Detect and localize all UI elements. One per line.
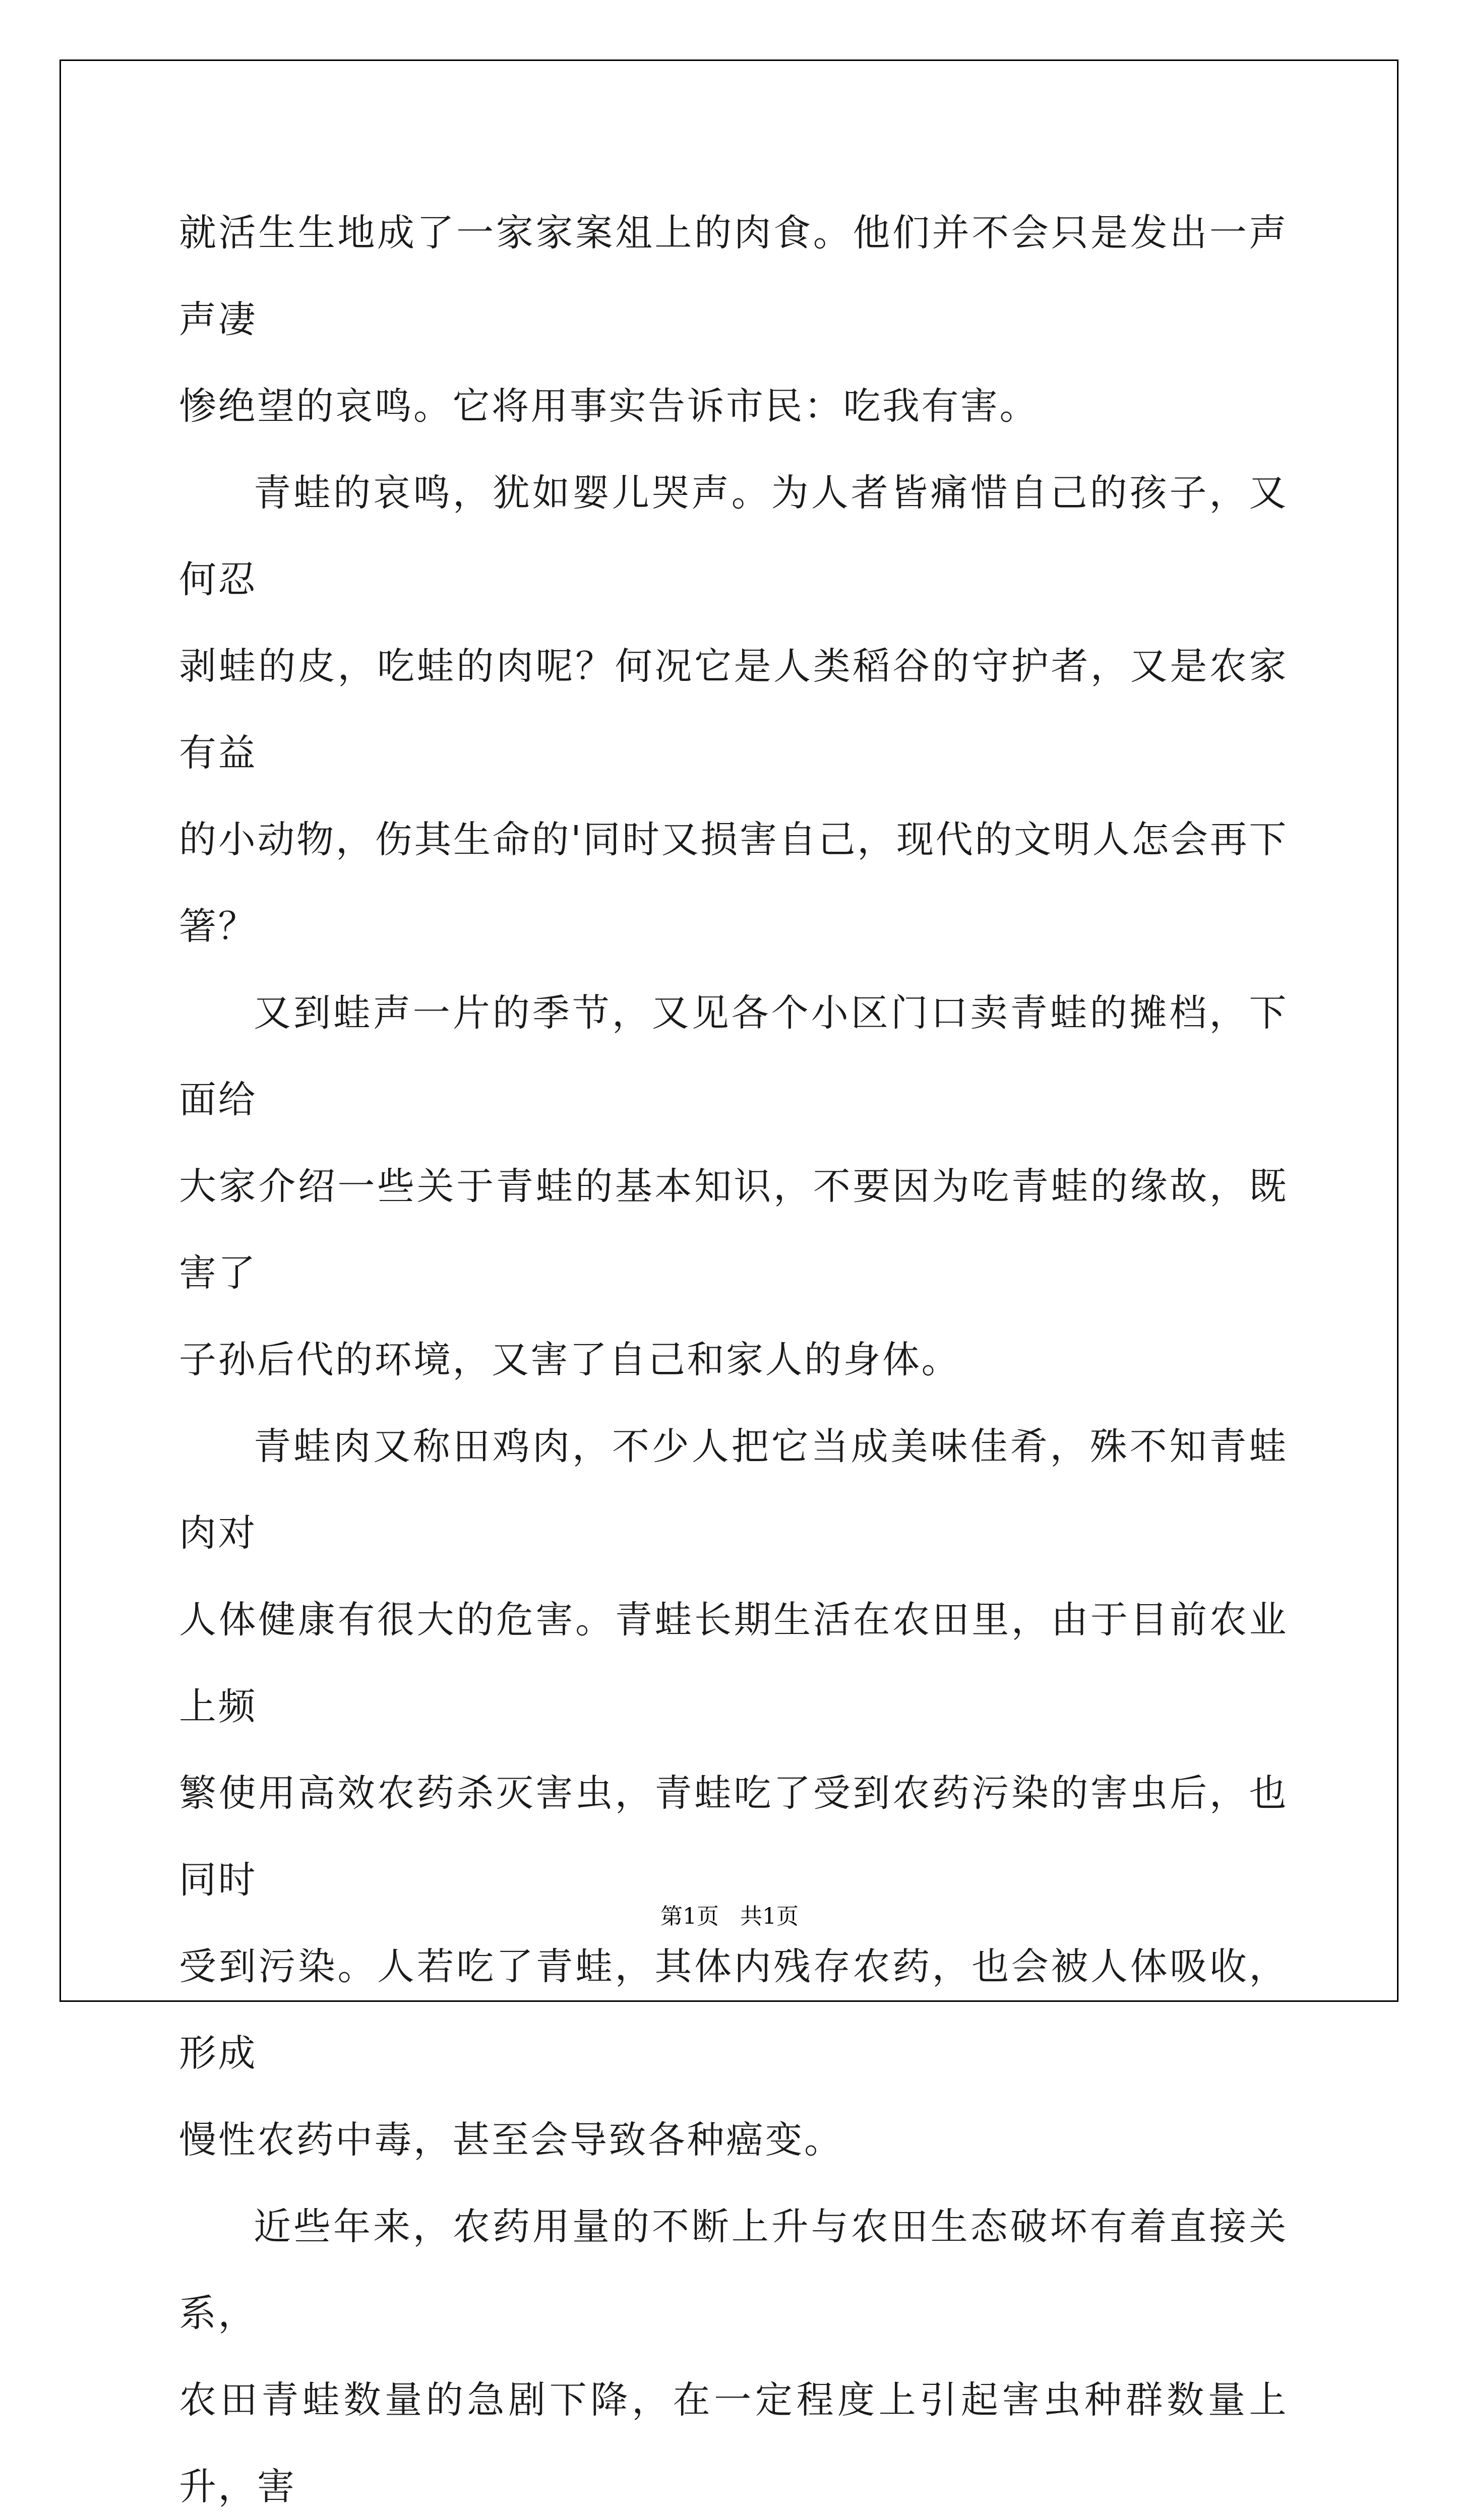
text-line: 大家介绍一些关于青蛙的基本知识，不要因为吃青蛙的缘故，既害了: [179, 1165, 1288, 1295]
text-line: 农田青蛙数量的急剧下降，在一定程度上引起害虫种群数量上升，害: [179, 2378, 1288, 2508]
text-line: 受到污染。人若吃了青蛙，其体内残存农药，也会被人体吸收，形成: [179, 1945, 1288, 2075]
text-line: 剥蛙的皮，吃蛙的肉呢？何况它是人类稻谷的守护者，又是农家有益: [179, 645, 1288, 775]
paragraph: [179, 190, 1288, 450]
text-line: 慢性农药中毒，甚至会导致各种癌变。: [179, 2118, 843, 2162]
text-line: 的小动物，伤其生命的'同时又损害自己，现代的文明人怎会再下箸？: [179, 818, 1288, 948]
paragraph: [179, 2183, 1288, 2520]
text-line: 青蛙肉又称田鸡肉，不少人把它当成美味佳肴，殊不知青蛙肉对: [179, 1425, 1288, 1555]
text-line: 就活生生地成了一家家案俎上的肉食。他们并不会只是发出一声声凄: [179, 211, 1288, 341]
text-line: 繁使用高效农药杀灭害虫，青蛙吃了受到农药污染的害虫后，也同时: [179, 1772, 1288, 1902]
paragraph: [179, 1403, 1288, 2183]
text-line: 青蛙的哀鸣，犹如婴儿哭声。为人者皆痛惜自己的孩子，又何忍: [179, 471, 1288, 601]
text-line: 子孙后代的环境，又害了自己和家人的身体。: [179, 1338, 960, 1381]
text-line: 近些年来，农药用量的不断上升与农田生态破坏有着直接关系，: [179, 2205, 1288, 2335]
paragraph: [179, 970, 1288, 1403]
document-body: [179, 190, 1288, 2520]
paragraph: [179, 450, 1288, 970]
text-line: 又到蛙声一片的季节，又见各个小区门口卖青蛙的摊档，下面给: [179, 991, 1288, 1121]
text-line: 惨绝望的哀鸣。它将用事实告诉市民：吃我有害。: [179, 385, 1039, 428]
page-footer: 第1页 共1页: [660, 1904, 799, 1929]
text-line: 人体健康有很大的危害。青蛙长期生活在农田里，由于目前农业上频: [179, 1598, 1288, 1728]
